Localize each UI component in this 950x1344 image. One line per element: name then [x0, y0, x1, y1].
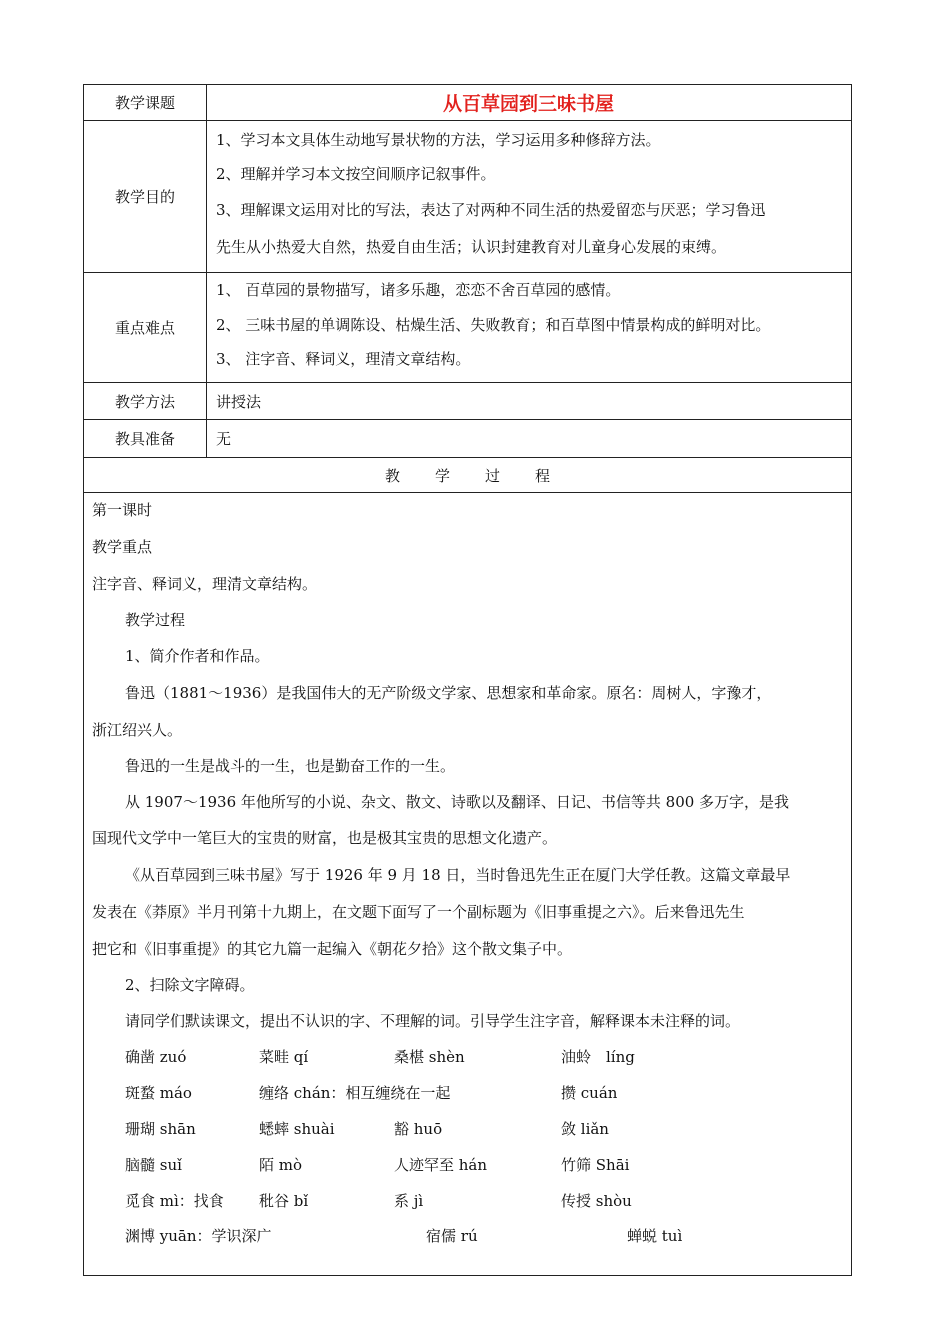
vocab-item: 陌 mò [259, 1156, 303, 1174]
vocab-item: 传授 shòu [561, 1192, 632, 1210]
topic-row [84, 85, 851, 121]
goal-line: 先生从小热爱大自然，热爱自由生活；认识封建教育对儿童身心发展的束缚。 [216, 238, 727, 256]
tools-label: 教具准备 [84, 420, 207, 457]
vocab-item: 渊博 yuān：学识深广 [125, 1227, 272, 1245]
body-line: 鲁迅的一生是战斗的一生，也是勤奋工作的一生。 [125, 757, 456, 775]
vocab-item: 秕谷 bǐ [259, 1192, 309, 1210]
goals-row [84, 121, 851, 273]
key-point-line: 1、 百草园的景物描写，诸多乐趣，恋恋不舍百草园的感情。 [216, 281, 621, 299]
vocab-item: 桑椹 shèn [394, 1048, 465, 1066]
body-line: 请同学们默读课文，提出不认识的字、不理解的词。引导学生注字音，解释课本未注释的词。 [125, 1012, 741, 1030]
goal-line: 1、学习本文具体生动地写景状物的方法，学习运用多种修辞方法。 [216, 131, 661, 149]
body-line: 2、扫除文字障碍。 [125, 976, 255, 994]
body-line: 浙江绍兴人。 [92, 721, 183, 739]
tools-row [84, 420, 851, 458]
body-line: 把它和《旧事重提》的其它九篇一起编入《朝花夕拾》这个散文集子中。 [92, 940, 573, 958]
vocab-item: 系 jì [394, 1192, 424, 1210]
goals-label: 教学目的 [84, 121, 207, 272]
vocab-item: 蝉蜕 tuì [627, 1227, 683, 1245]
body-line: 发表在《莽原》半月刊第十九期上，在文题下面写了一个副标题为《旧事重提之六》。后来鲁迅先生 [92, 903, 745, 921]
vocab-item: 竹筛 Shāi [561, 1156, 630, 1174]
body-line: 教学过程 [125, 611, 186, 629]
body-line: 从 1907～1936 年他所写的小说、杂文、散文、诗歌以及翻译、日记、书信等共 800 多万字，是我 [125, 793, 790, 811]
tools-value: 无 [216, 430, 232, 448]
vocab-item: 确凿 zuó [125, 1048, 187, 1066]
vocab-item: 菜畦 qí [259, 1048, 309, 1066]
vocab-item: 珊瑚 shān [125, 1120, 196, 1138]
goal-line: 2、理解并学习本文按空间顺序记叙事件。 [216, 165, 496, 183]
key-points-row [84, 273, 851, 383]
vocab-item: 斑蝥 máo [125, 1084, 192, 1102]
key-point-line: 3、 注字音、释词义，理清文章结构。 [216, 350, 471, 368]
method-row [84, 383, 851, 420]
lesson-plan-table [83, 84, 852, 1276]
vocab-item: 油蛉 líng [561, 1048, 635, 1066]
vocab-item: 宿儒 rú [426, 1227, 478, 1245]
method-value: 讲授法 [216, 393, 262, 411]
vocab-item: 人迹罕至 hán [394, 1156, 488, 1174]
key-points-label: 重点难点 [84, 273, 207, 382]
body-line: 国现代文学中一笔巨大的宝贵的财富，也是极其宝贵的思想文化遗产。 [92, 829, 558, 847]
topic-label: 教学课题 [84, 85, 207, 120]
body-line: 《从百草园到三味书屋》写于 1926 年 9 月 18 日，当时鲁迅先生正在厦门大学任教。这篇文章最早 [125, 866, 791, 884]
vocab-item: 觅食 mì：找食 [125, 1192, 224, 1210]
body-line: 鲁迅（1881～1936）是我国伟大的无产阶级文学家、思想家和革命家。原名：周树人，字豫才， [125, 684, 772, 702]
vocab-item: 缠络 chán：相互缠绕在一起 [259, 1084, 451, 1102]
goal-line: 3、理解课文运用对比的写法，表达了对两种不同生活的热爱留恋与厌恶；学习鲁迅 [216, 201, 766, 219]
body-line: 教学重点 [92, 538, 153, 556]
vocab-item: 蟋蟀 shuài [259, 1120, 335, 1138]
lesson-title: 从百草园到三味书屋 [442, 93, 614, 115]
lesson-body [84, 493, 851, 1275]
body-line: 1、简介作者和作品。 [125, 647, 270, 665]
method-label: 教学方法 [84, 383, 207, 419]
body-line: 第一课时 [92, 501, 153, 519]
vocab-item: 脑髓 suǐ [125, 1156, 182, 1174]
vocab-item: 攒 cuán [561, 1084, 618, 1102]
process-heading: 教学过程 [384, 466, 585, 485]
vocab-item: 敛 liǎn [561, 1120, 609, 1138]
process-heading-row [84, 458, 851, 493]
key-point-line: 2、 三味书屋的单调陈设、枯燥生活、失败教育；和百草图中情景构成的鲜明对比。 [216, 316, 771, 334]
vocab-item: 豁 huō [394, 1120, 443, 1138]
body-line: 注字音、释词义，理清文章结构。 [92, 575, 318, 593]
